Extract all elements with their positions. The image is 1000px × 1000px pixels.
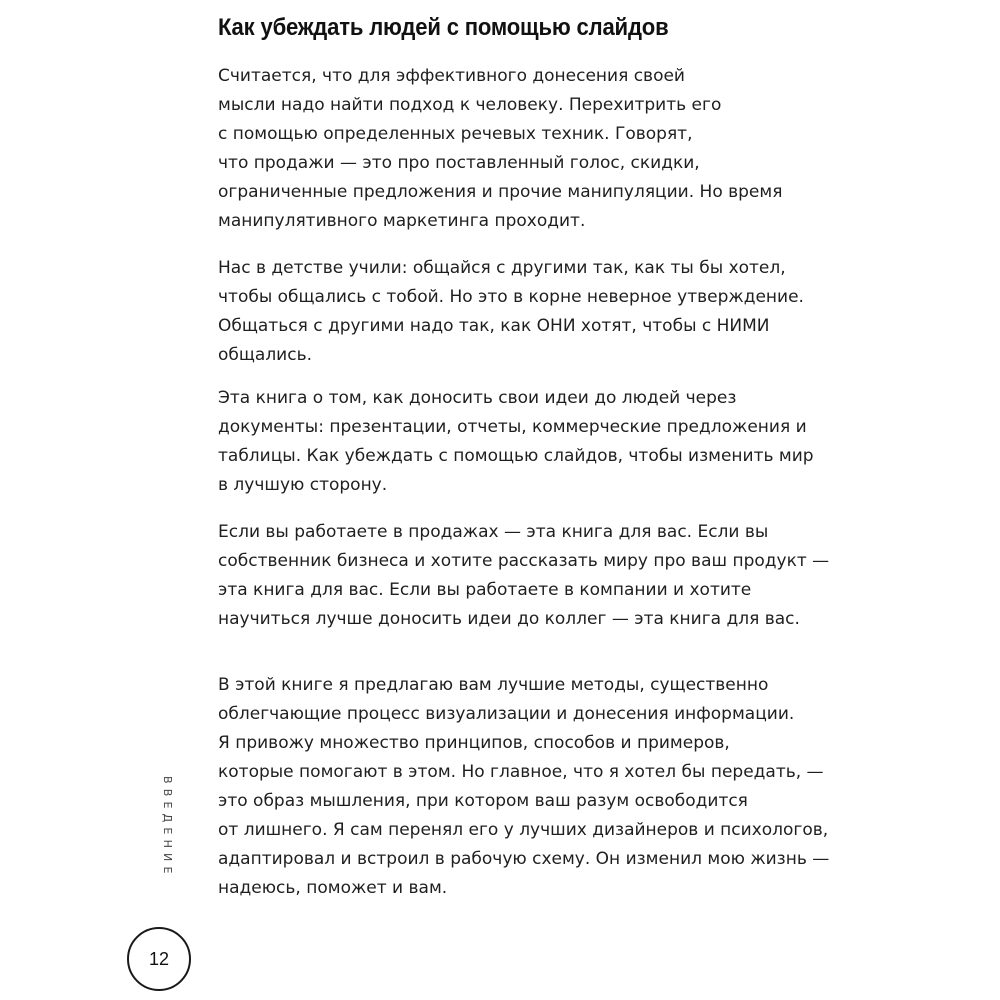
paragraph-line: это образ мышления, при котором ваш разум освободится xyxy=(218,791,748,811)
paragraph-4 xyxy=(218,518,898,634)
paragraph-line: которые помогают в этом. Но главное, что я хотел бы передать, — xyxy=(218,762,824,782)
paragraph-line: таблицы. Как убеждать с помощью слайдов, чтобы изменить мир xyxy=(218,446,814,466)
paragraph-1 xyxy=(218,62,898,236)
section-label: ВВЕДЕНИЕ xyxy=(161,776,174,879)
paragraph-line: общались. xyxy=(218,345,312,365)
paragraph-line: что продажи — это про поставленный голос, скидки, xyxy=(218,153,700,173)
paragraph-line: собственник бизнеса и хотите рассказать миру про ваш продукт — xyxy=(218,551,830,571)
paragraph-line: эта книга для вас. Если вы работаете в компании и хотите xyxy=(218,580,752,600)
paragraph-line: от лишнего. Я сам перенял его у лучших дизайнеров и психологов, xyxy=(218,820,829,840)
paragraph-line: ограниченные предложения и прочие манипуляции. Но время xyxy=(218,182,783,202)
paragraph-line: В этой книге я предлагаю вам лучшие методы, существенно xyxy=(218,675,769,695)
paragraph-line: надеюсь, поможет и вам. xyxy=(218,878,448,898)
paragraph-3 xyxy=(218,384,898,500)
paragraph-line: чтобы общались с тобой. Но это в корне неверное утверждение. xyxy=(218,287,804,307)
paragraph-line: документы: презентации, отчеты, коммерческие предложения и xyxy=(218,417,807,437)
paragraph-line: адаптировал и встроил в рабочую схему. Он изменил мою жизнь — xyxy=(218,849,830,869)
paragraph-line: мысли надо найти подход к человеку. Перехитрить его xyxy=(218,95,722,115)
paragraph-line: Я привожу множество принципов, способов и примеров, xyxy=(218,733,730,753)
paragraph-line: Считается, что для эффективного донесения своей xyxy=(218,66,685,86)
paragraph-line: манипулятивного маркетинга проходит. xyxy=(218,211,586,231)
paragraph-line: Эта книга о том, как доносить свои идеи до людей через xyxy=(218,388,737,408)
paragraph-line: Общаться с другими надо так, как ОНИ хотят, чтобы с НИМИ xyxy=(218,316,770,336)
page-number: 12 xyxy=(127,927,191,991)
paragraph-line: с помощью определенных речевых техник. Говорят, xyxy=(218,124,693,144)
section-heading: Как убеждать людей с помощью слайдов xyxy=(218,14,669,41)
paragraph-line: Если вы работаете в продажах — эта книга для вас. Если вы xyxy=(218,522,769,542)
paragraph-line: Нас в детстве учили: общайся с другими так, как ты бы хотел, xyxy=(218,258,786,278)
paragraph-line: облегчающие процесс визуализации и донесения информации. xyxy=(218,704,795,724)
paragraph-line: в лучшую сторону. xyxy=(218,475,388,495)
paragraph-2 xyxy=(218,254,898,370)
paragraph-line: научиться лучше доносить идеи до коллег — эта книга для вас. xyxy=(218,609,800,629)
paragraph-5 xyxy=(218,671,898,903)
